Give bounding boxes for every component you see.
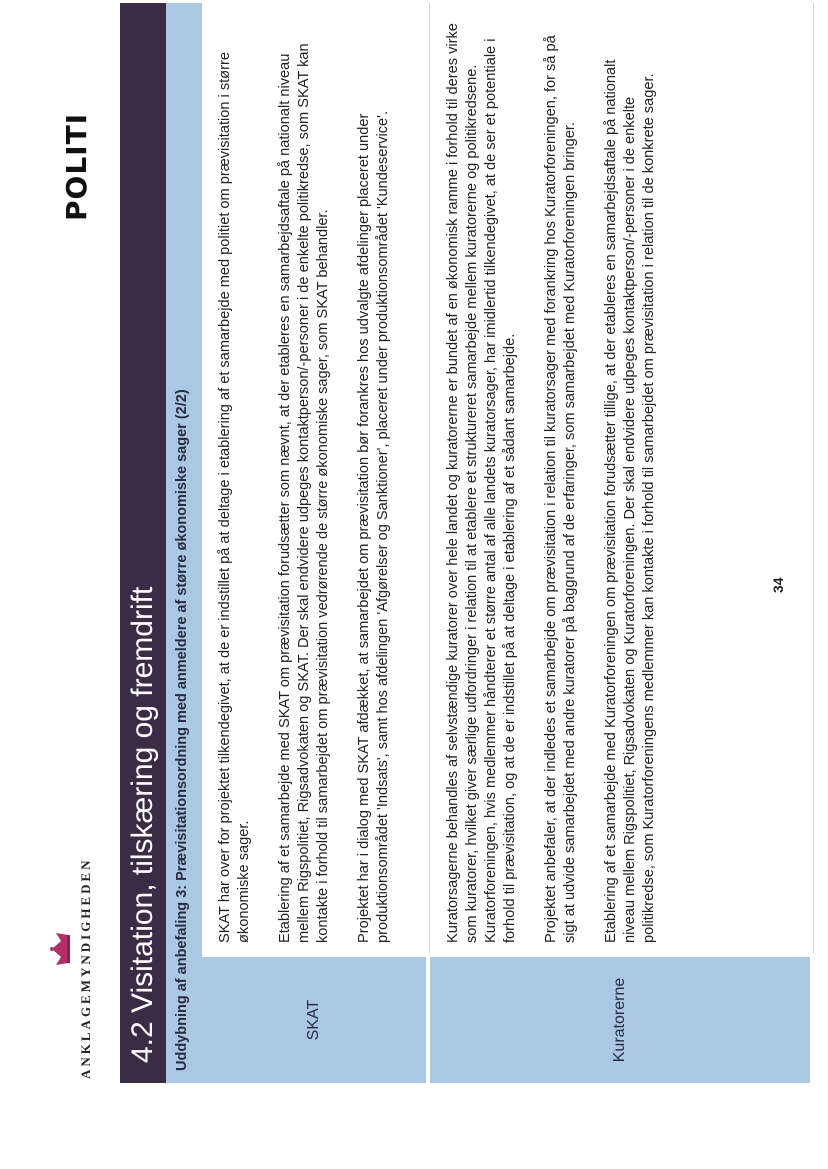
- page-subtitle: Uddybning af anbefaling 3: Prævisitationsordning med anmeldere af større økonomiske sager (2/2): [174, 389, 190, 1071]
- row-content: [202, 3, 430, 953]
- title-bar: [120, 3, 166, 1083]
- police-logo-text: POLITI: [60, 112, 93, 221]
- page-title: 4.2 Visitation, tilskæring og fremdrift: [126, 586, 159, 1063]
- paragraph: SKAT har over for projektet tilkendegivet, at de er indstillet på at deltage i etablering af et samarbejde med politiet om prævisitation i større økonomiske sager.: [217, 52, 252, 943]
- table-row-skat: [202, 3, 430, 1083]
- subtitle-bar: [166, 3, 202, 1083]
- agency-logo-text: ANKLAGEMYNDIGHEDEN: [78, 857, 93, 1079]
- row-label: Kuratorerne: [430, 953, 814, 1083]
- paragraph: Kuratorsagerne behandles af selvstændige kuratorer over hele landet og kuratorerne er bundet af en økonomisk ramme i forhold til deres virke som kuratorer, hvilket giver særlige udfordringer i relation til at etablere et struktureret samarbejde mellem kuratorerne og politikredsene. Kuratorforeningen, hvis medlemmer håndterer et større antal af alle landets kuratorsager, har imidlertid tilkendegivet, at de ser et potentiale i forhold til prævisitation, og at de er indstillet på at deltage i etablering af et sådant samarbejde.: [445, 23, 518, 943]
- crown-logo-icon: [48, 925, 72, 973]
- paragraph: Etablering af et samarbejde med Kuratorforeningen om prævisitation forudsætter tillige, at der etableres en samarbejdsaftale på nationalt niveau mellem Rigspolitiet, Rigsadvokaten og Kuratorforeningen. Der skal endvidere udpeges kontaktperson/-personer i de enkelte politikredse, som Kuratorforeningens medlemmer kan kontakte i forhold til samarbejdet om prævisitation i relation til de konkrete sager.: [603, 59, 657, 943]
- paragraph: Projektet anbefaler, at der indledes et samarbejde om prævisitation i relation til kuratorsager med forankring hos Kuratorforeningen, for så på sigt at udvide samarbejdet med andre kuratorer på baggrund af de erfaringer, som samarbejdet med Kuratorforeningen bringer.: [543, 35, 578, 943]
- row-content: [430, 3, 814, 953]
- paragraph: Projektet har i dialog med SKAT afdækket, at samarbejdet om prævisitation bør forankres hos udvalgte afdelinger placeret under produktionsområdet 'Indsats', samt hos afdelingen 'Afgørelser og Sanktioner', placeret under produktionsområdet 'Kundeservice'.: [356, 111, 391, 943]
- table-row-kuratorerne: [430, 3, 814, 1083]
- page-number: 34: [770, 577, 786, 593]
- paragraph: Etablering af et samarbejde med SKAT om prævisitation forudsætter som nævnt, at der etableres en samarbejdsaftale på nationalt niveau mellem Rigspolitiet, Rigsadvokaten og SKAT. Der skal endvidere udpeges kontaktperson/-personer i de enkelte politikredse, som SKAT kan kontakte i forhold til samarbejdet om prævisitation vedrørende de større økonomiske sager, som SKAT behandler.: [277, 43, 331, 943]
- row-label: SKAT: [202, 953, 430, 1083]
